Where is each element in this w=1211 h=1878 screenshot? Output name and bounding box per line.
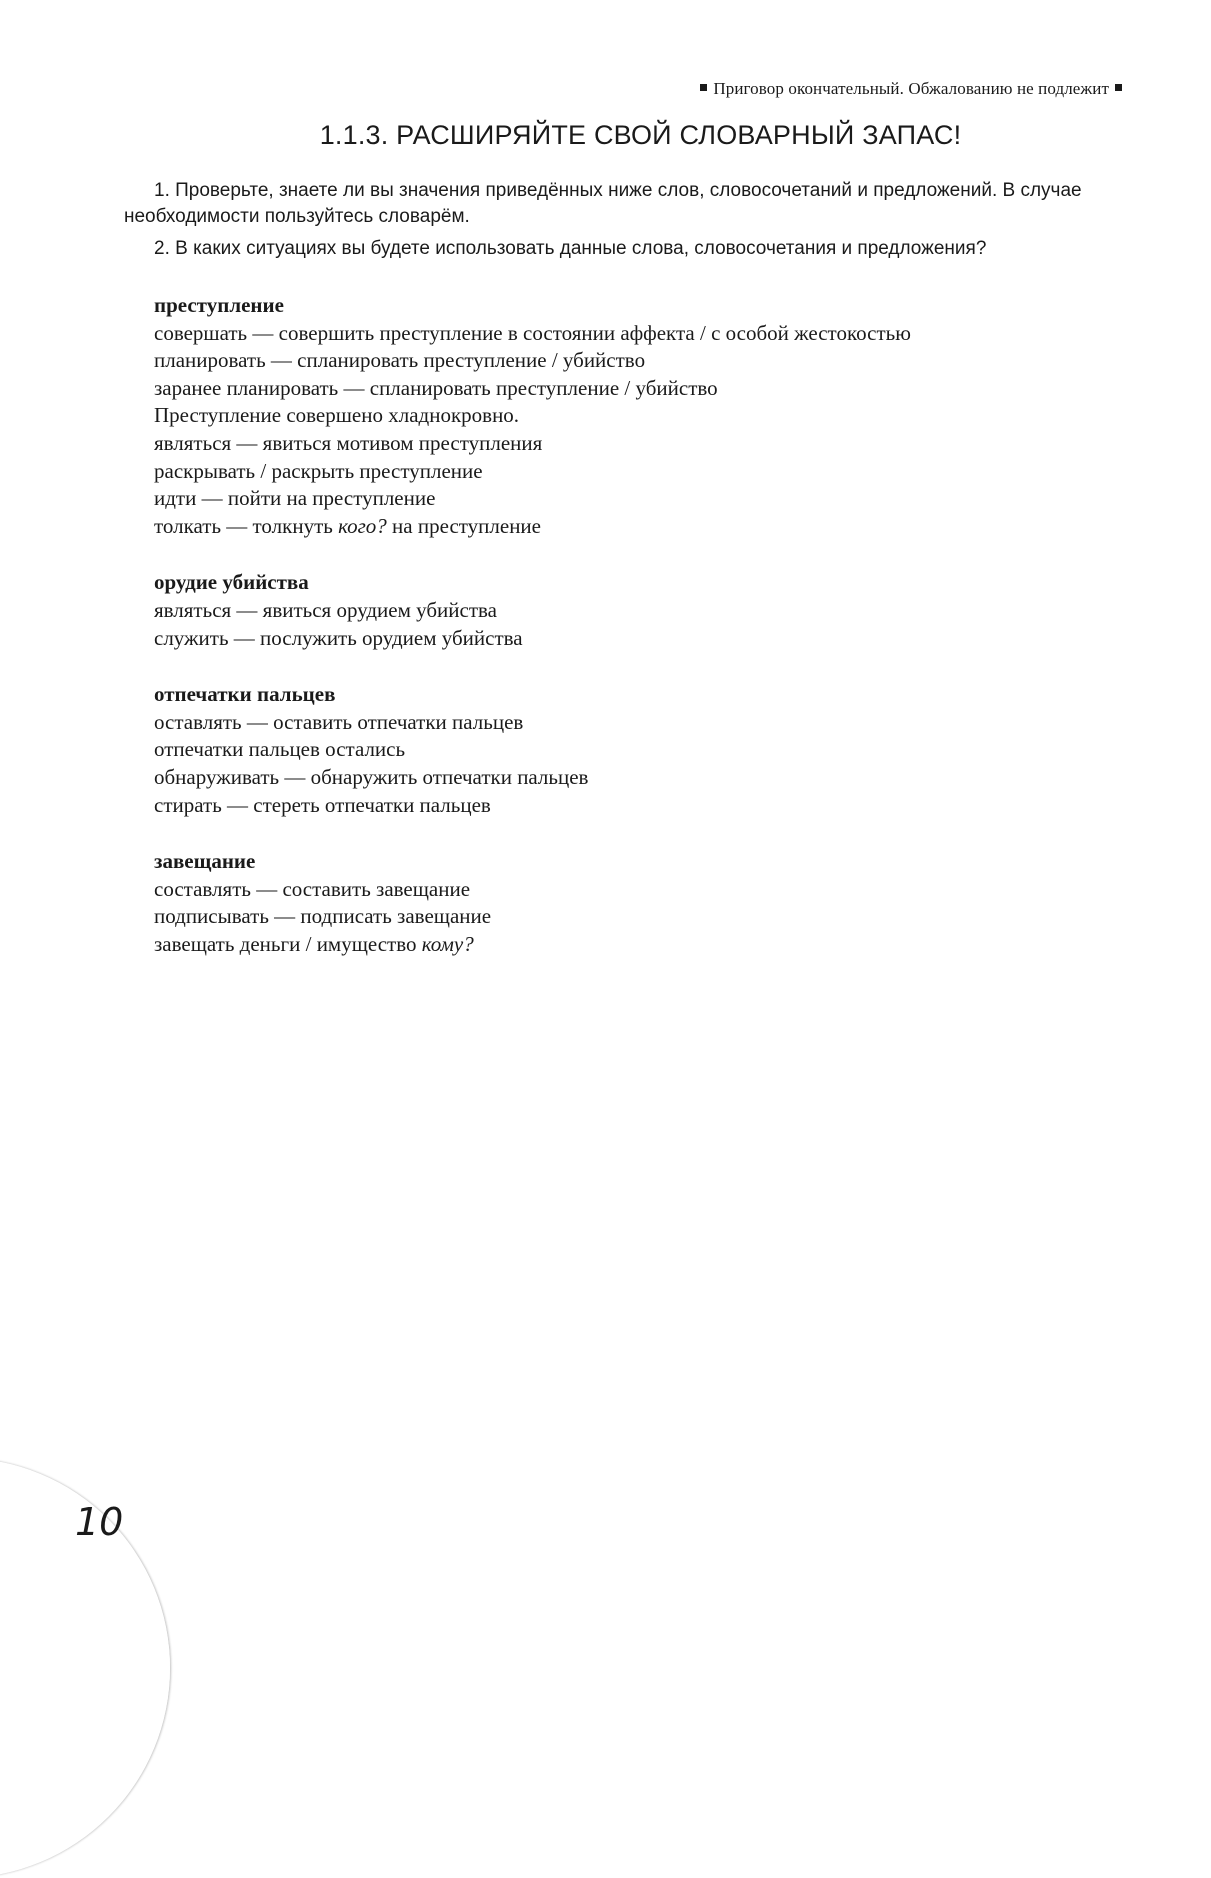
vocab-group-fingerprints <box>154 681 1114 819</box>
vocab-group-crime <box>154 292 1114 540</box>
vocab-line: служить — послужить орудием убийства <box>154 625 523 650</box>
vocab-line: стирать — стереть отпечатки пальцев <box>154 792 491 817</box>
vocab-line: являться — явиться орудием убийства <box>154 597 497 622</box>
running-head-text: Приговор окончательный. Обжалованию не подлежит <box>713 79 1109 98</box>
square-bullet-icon <box>700 84 707 91</box>
vocab-group-weapon <box>154 569 1114 652</box>
vocab-line: обнаруживать — обнаружить отпечатки пальцев <box>154 764 589 789</box>
vocab-heading: преступление <box>154 293 284 317</box>
vocab-line: составлять — составить завещание <box>154 876 471 901</box>
instruction-1: 1. Проверьте, знаете ли вы значения приведённых ниже слов, словосочетаний и предложений. В случае необходимости пользуйтесь словарём. <box>124 180 1082 227</box>
vocab-line: оставлять — оставить отпечатки пальцев <box>154 709 524 734</box>
vocab-heading: отпечатки пальцев <box>154 682 336 707</box>
vocab-heading: орудие убийства <box>154 570 309 595</box>
vocab-line <box>154 931 1114 959</box>
vocab-question: кого? <box>338 513 387 538</box>
running-head <box>700 79 1122 99</box>
instructions <box>124 178 1124 262</box>
vocab-line: подписывать — подписать завещание <box>154 904 492 929</box>
vocab-line: отпечатки пальцев остались <box>154 737 406 762</box>
vocab-heading: завещание <box>154 849 256 874</box>
vocab-line: идти — пойти на преступление <box>154 486 436 511</box>
vocabulary-list <box>154 292 1114 987</box>
vocab-line <box>154 513 1114 541</box>
section-title: 1.1.3. РАСШИРЯЙТЕ СВОЙ СЛОВАРНЫЙ ЗАПАС! <box>319 120 962 150</box>
instruction-2: 2. В каких ситуациях вы будете использовать данные слова, словосочетания и предложения? <box>154 238 987 259</box>
vocab-question: кому? <box>421 931 474 956</box>
vocab-text: на преступление <box>386 513 541 538</box>
vocab-line: совершать — совершить преступление в состоянии аффекта / с особой жестокостью <box>154 320 911 345</box>
vocab-text: толкать — толкнуть <box>154 513 339 538</box>
page-number: 10 <box>75 1500 124 1544</box>
vocab-group-will <box>154 848 1114 958</box>
square-bullet-icon <box>1115 84 1122 91</box>
vocab-text: завещать деньги / имущество <box>154 931 422 956</box>
vocab-line: являться — явиться мотивом преступления <box>154 430 543 455</box>
vocab-line: планировать — спланировать преступление / убийство <box>154 348 646 373</box>
vocab-line: заранее планировать — спланировать преступление / убийство <box>154 375 718 400</box>
vocab-line: раскрывать / раскрыть преступление <box>154 458 483 483</box>
vocab-line: Преступление совершено хладнокровно. <box>154 403 520 428</box>
